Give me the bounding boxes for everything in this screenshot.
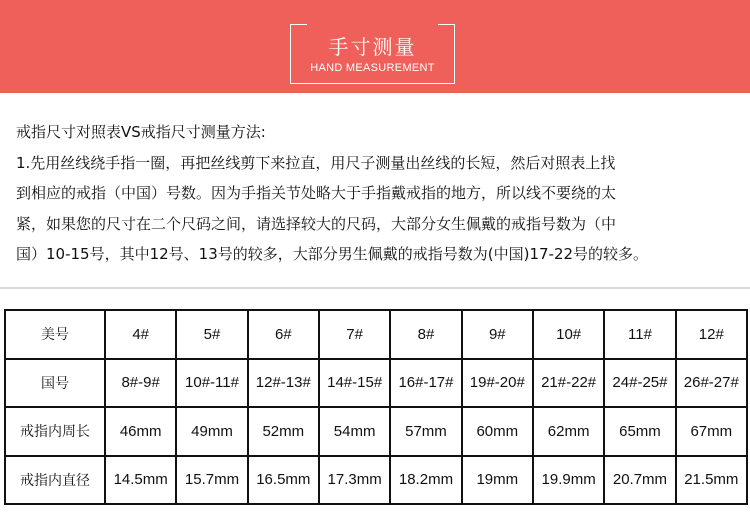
table-cell: 14.5mm xyxy=(105,456,176,505)
table-cell: 24#-25# xyxy=(604,359,675,408)
instructions-line: 1.先用丝线绕手指一圈，再把丝线剪下来拉直，用尺子测量出丝线的长短，然后对照表上找 xyxy=(16,153,616,172)
table-cell: 60mm xyxy=(462,407,533,456)
instructions-heading: 戒指尺寸对照表VS戒指尺寸测量方法: xyxy=(16,123,266,141)
table-cell: 8# xyxy=(390,310,461,359)
table-cell: 21#-22# xyxy=(533,359,604,408)
table-cell: 15.7mm xyxy=(176,456,247,505)
table-cell: 62mm xyxy=(533,407,604,456)
table-cell: 12#-13# xyxy=(248,359,319,408)
table-cell: 49mm xyxy=(176,407,247,456)
divider xyxy=(0,287,750,289)
table-cell: 6# xyxy=(248,310,319,359)
table-cell: 65mm xyxy=(604,407,675,456)
table-cell: 10#-11# xyxy=(176,359,247,408)
table-cell: 16#-17# xyxy=(390,359,461,408)
table-cell: 54mm xyxy=(319,407,390,456)
table-cell: 20.7mm xyxy=(604,456,675,505)
table-row-diameter xyxy=(5,456,747,505)
table-cell: 52mm xyxy=(248,407,319,456)
table-cell: 19.9mm xyxy=(533,456,604,505)
header-banner xyxy=(0,0,750,93)
table-cell: 7# xyxy=(319,310,390,359)
row-label: 国号 xyxy=(5,359,105,408)
title-frame xyxy=(290,24,455,84)
instructions-line: 国）10-15号，其中12号、13号的较多，大部分男生佩戴的戒指号数为(中国)17-22号的较多。 xyxy=(16,245,649,263)
table-cell: 46mm xyxy=(105,407,176,456)
table-cell: 12# xyxy=(676,310,747,359)
instructions xyxy=(16,117,740,270)
page-title: 手寸测量 xyxy=(328,35,417,59)
table-cell: 17.3mm xyxy=(319,456,390,505)
table-row-cn-size xyxy=(5,359,747,408)
table-cell: 14#-15# xyxy=(319,359,390,408)
table-cell: 21.5mm xyxy=(676,456,747,505)
table-cell: 26#-27# xyxy=(676,359,747,408)
row-label: 美号 xyxy=(5,310,105,359)
row-label: 戒指内直径 xyxy=(5,456,105,505)
table-cell: 4# xyxy=(105,310,176,359)
table-cell: 11# xyxy=(604,310,675,359)
table-cell: 8#-9# xyxy=(105,359,176,408)
table-cell: 67mm xyxy=(676,407,747,456)
table-cell: 19#-20# xyxy=(462,359,533,408)
table-cell: 57mm xyxy=(390,407,461,456)
page-subtitle: HAND MEASUREMENT xyxy=(310,62,435,74)
table-cell: 19mm xyxy=(462,456,533,505)
table-row-circumference xyxy=(5,407,747,456)
table-cell: 16.5mm xyxy=(248,456,319,505)
instructions-line: 到相应的戒指（中国）号数。因为手指关节处略大于手指戴戒指的地方，所以线不要绕的太 xyxy=(16,184,617,202)
row-label: 戒指内周长 xyxy=(5,407,105,456)
table-cell: 10# xyxy=(533,310,604,359)
ring-size-table xyxy=(4,309,748,505)
table-cell: 5# xyxy=(176,310,247,359)
table-cell: 9# xyxy=(462,310,533,359)
table-cell: 18.2mm xyxy=(390,456,461,505)
instructions-line: 紧，如果您的尺寸在二个尺码之间，请选择较大的尺码，大部分女生佩戴的戒指号数为（中 xyxy=(16,214,617,233)
table-row-us-size xyxy=(5,310,747,359)
